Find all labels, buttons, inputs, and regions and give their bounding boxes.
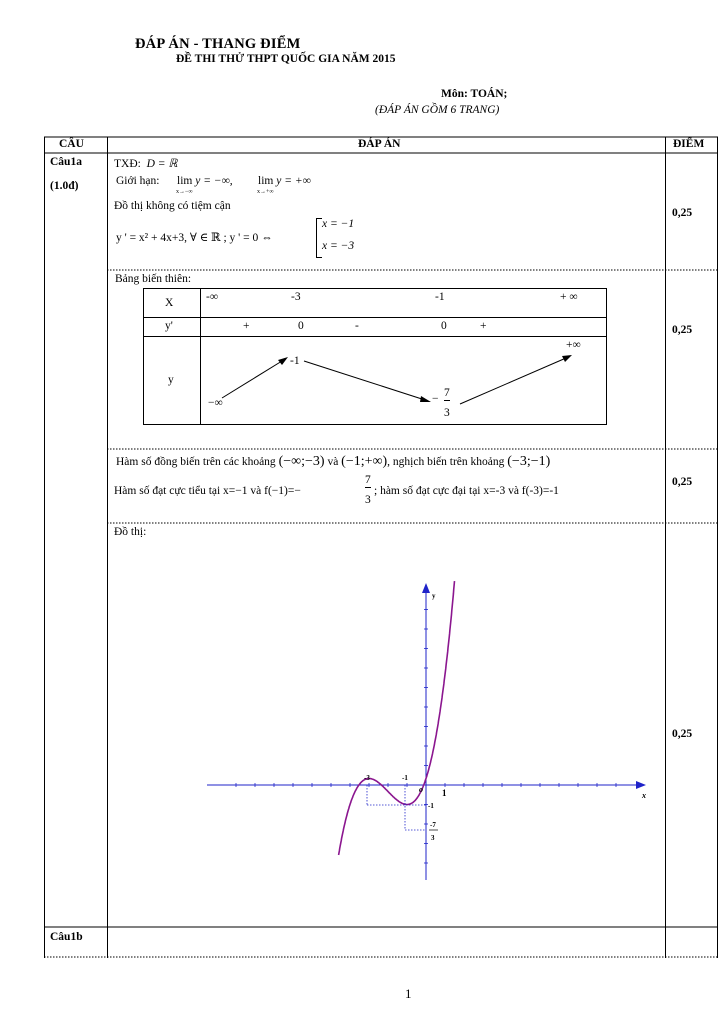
y-tick-m7-den: 3 xyxy=(431,834,435,842)
x-tick-m3: -3 xyxy=(364,774,370,782)
and-word: và xyxy=(327,456,339,468)
y-axis-label: y xyxy=(432,592,436,600)
x-axis-arrow xyxy=(636,781,646,789)
header-cau: CÂU xyxy=(59,138,84,150)
x-tick-1: 1 xyxy=(442,788,447,798)
graph-label: Đồ thị: xyxy=(114,526,147,538)
root-1: x = −1 xyxy=(322,218,355,230)
question-label: Câu1a xyxy=(50,156,82,168)
score-row-4: 0,25 xyxy=(672,728,693,740)
vt-sign-2: - xyxy=(355,320,359,332)
vt-zero-1: 0 xyxy=(298,320,304,332)
subject-label: Môn: TOÁN; xyxy=(441,88,508,100)
x-axis-label: x xyxy=(642,791,646,800)
score-row-1: 0,25 xyxy=(672,207,693,219)
extrema-line-a: Hàm số đạt cực tiểu tại x=−1 và f(−1)=− xyxy=(114,485,301,497)
score-row-2: 0,25 xyxy=(672,324,693,336)
derivative-line: y ' = x² + 4x+3, ∀ ∈ ℝ ; y ' = 0 ⇔ xyxy=(116,232,273,244)
monotonic-text-a: Hàm số đồng biến trên các khoảng xyxy=(116,456,276,468)
interval-1: (−∞;−3) xyxy=(278,454,325,469)
lim-2-expr: y = +∞ xyxy=(276,175,311,187)
cubic-curve xyxy=(339,581,455,855)
limits-prefix: Giới hạn: xyxy=(116,175,160,187)
vt-zero-2: 0 xyxy=(441,320,447,332)
vt-y-end: +∞ xyxy=(566,339,581,351)
interval-2: (−1;+∞) xyxy=(341,454,388,469)
y-axis-arrow xyxy=(422,583,430,593)
vt-sign-3: + xyxy=(480,320,487,332)
y-tick-m1: -1 xyxy=(428,802,434,810)
score-row-3: 0,25 xyxy=(672,476,693,488)
guide-lines xyxy=(367,785,426,830)
lim-word-1: lim xyxy=(177,175,193,187)
vt-x-pos-inf: + ∞ xyxy=(560,291,578,303)
vt-y-min-num: 7 xyxy=(444,387,450,399)
document-title: ĐÁP ÁN - THANG ĐIỂM xyxy=(135,36,301,52)
vt-y-min-minus: − xyxy=(432,393,439,405)
extrema-line-b: ; hàm số đạt cực đại tại x=-3 và f(-3)=-1 xyxy=(374,485,559,497)
x-tick-m1: -1 xyxy=(402,774,408,782)
page-number: 1 xyxy=(405,986,412,1001)
origin-label: o xyxy=(419,785,423,794)
vt-y-max: -1 xyxy=(290,355,300,367)
pages-note: (ĐÁP ÁN GỒM 6 TRANG) xyxy=(375,104,500,116)
vt-x-neg-inf: -∞ xyxy=(206,291,219,303)
question-points: (1.0đ) xyxy=(50,180,79,192)
header-dap-an: ĐÁP ÁN xyxy=(358,138,401,150)
root-2: x = −3 xyxy=(322,240,355,252)
vt-yprime-label: y' xyxy=(165,320,173,332)
vt-y-min-den: 3 xyxy=(444,407,450,419)
vt-x-m1: -1 xyxy=(435,291,445,303)
txd-label: TXĐ: xyxy=(114,158,141,170)
var-table-label: Bảng biến thiên: xyxy=(115,273,192,285)
interval-3: (−3;−1) xyxy=(507,454,551,469)
vt-y-start: −∞ xyxy=(208,397,223,409)
header-diem: ĐIỂM xyxy=(673,138,705,150)
asymptote-text: Đồ thị không có tiệm cận xyxy=(114,200,231,212)
vt-x-m3: -3 xyxy=(291,291,301,303)
txd-math: D = ℝ xyxy=(146,158,178,170)
lim-word-2: lim xyxy=(258,175,274,187)
vt-sign-1: + xyxy=(243,320,250,332)
next-question-label: Câu1b xyxy=(50,931,83,943)
lim-1-sub: x→−∞ xyxy=(176,189,193,195)
document-subtitle: ĐỀ THI THỬ THPT QUỐC GIA NĂM 2015 xyxy=(176,53,396,65)
vt-y-label: y xyxy=(168,374,174,386)
vt-x-label: X xyxy=(165,297,174,309)
extrema-frac-den: 3 xyxy=(365,494,371,506)
lim-2-sub: x→+∞ xyxy=(257,189,274,195)
extrema-frac-num: 7 xyxy=(365,474,371,486)
monotonic-text-b: , nghịch biến trên khoảng xyxy=(387,456,505,468)
y-tick-m7-num: -7 xyxy=(430,821,436,829)
lim-1-expr: y = −∞, xyxy=(195,175,233,187)
